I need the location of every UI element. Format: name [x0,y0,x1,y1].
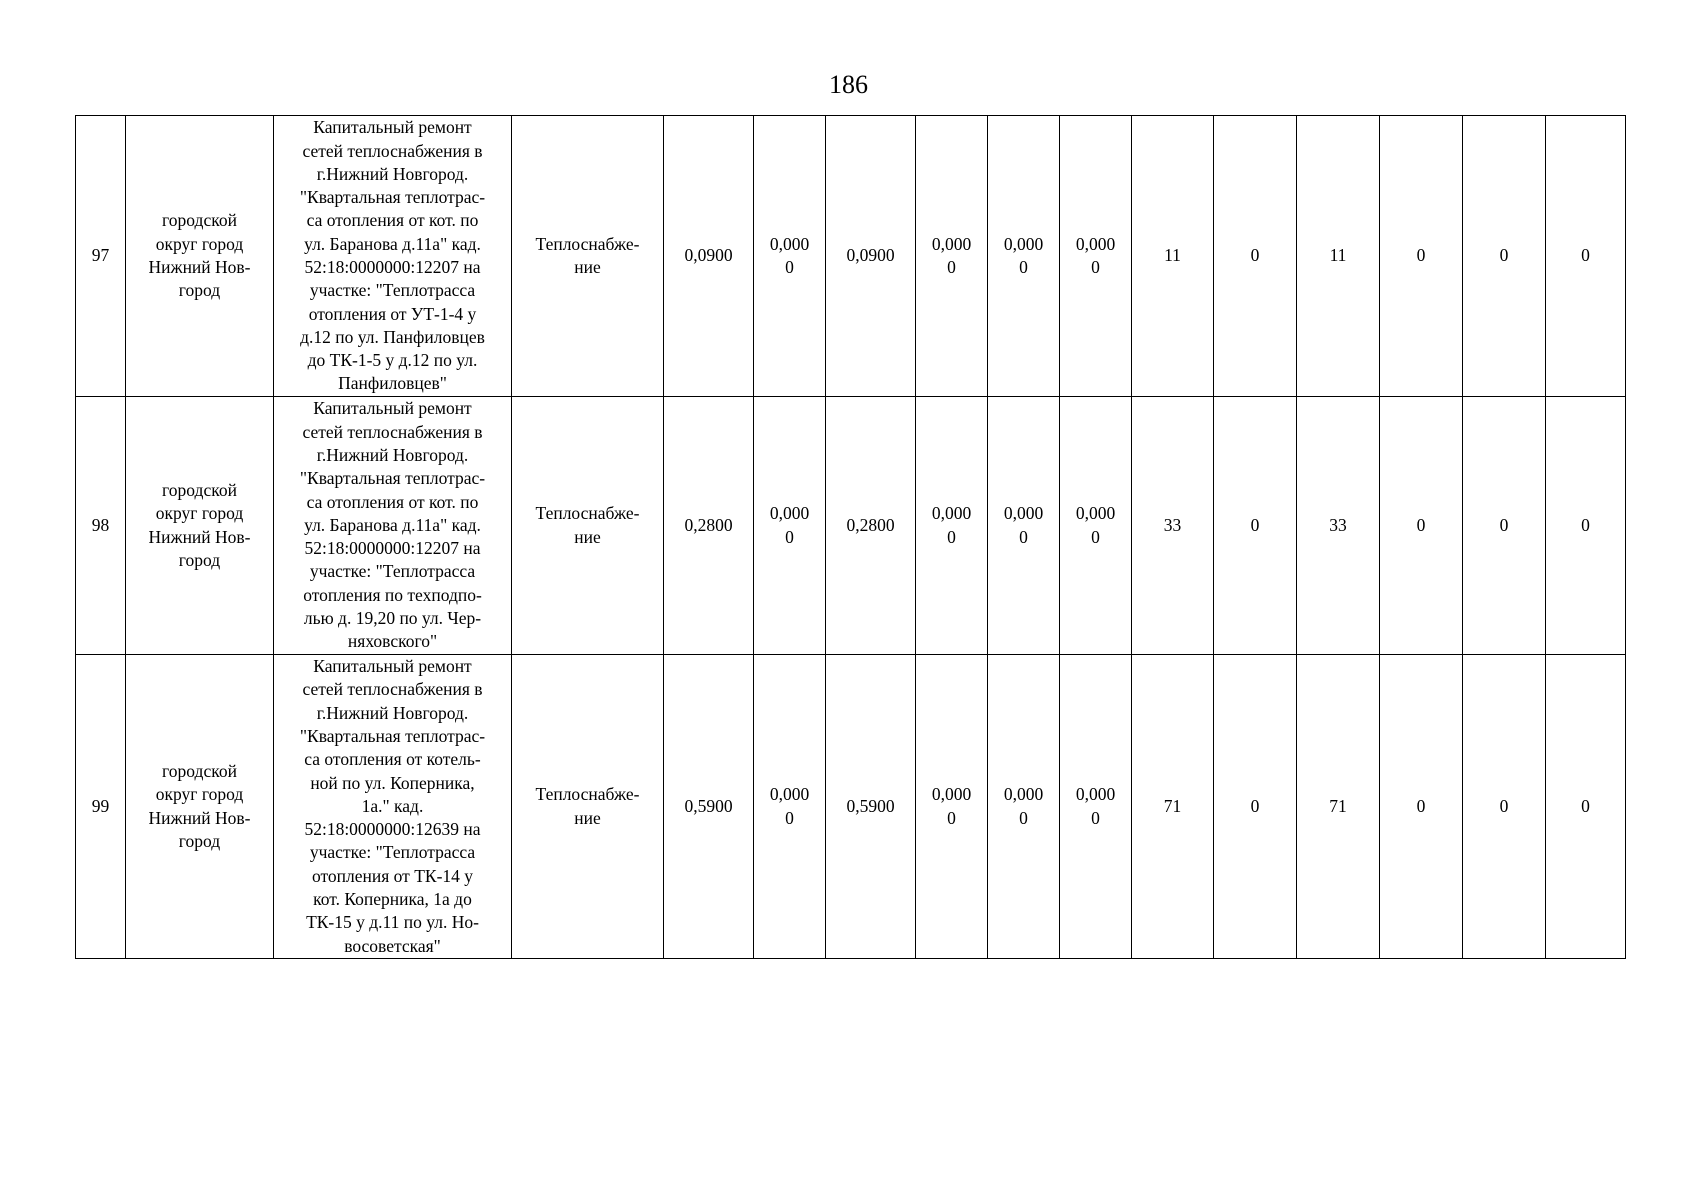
count-cell: 0 [1546,655,1626,959]
value-cell: 0,2800 [664,397,754,655]
value-cell: 0,000 0 [754,655,826,959]
row-number: 97 [76,116,126,397]
count-cell: 11 [1132,116,1214,397]
count-cell: 0 [1214,655,1297,959]
count-cell: 71 [1132,655,1214,959]
count-cell: 0 [1546,116,1626,397]
description-cell: Капитальный ремонт сетей теплоснабжения в г.Нижний Новгород. "Квартальная теплотрас- са отопления от котель- ной по ул. Коперника, 1а." кад. 52:18:0000000:12639 на участке: "Теплотрасса отопления от ТК-14 у кот. Коперника, 1а до ТК-15 у д.11 по ул. Но- восоветская" [274,655,512,959]
value-cell: 0,000 0 [1060,655,1132,959]
value-cell: 0,000 0 [988,397,1060,655]
type-cell: Теплоснабже- ние [512,116,664,397]
count-cell: 11 [1297,116,1380,397]
count-cell: 0 [1463,397,1546,655]
row-number: 98 [76,397,126,655]
value-cell: 0,000 0 [754,116,826,397]
count-cell: 33 [1297,397,1380,655]
count-cell: 0 [1380,397,1463,655]
table-row [76,116,1626,397]
value-cell: 0,000 0 [916,116,988,397]
count-cell: 0 [1380,116,1463,397]
value-cell: 0,0900 [826,116,916,397]
municipality-cell: городской округ город Нижний Нов- город [126,655,274,959]
count-cell: 33 [1132,397,1214,655]
count-cell: 0 [1214,116,1297,397]
row-number: 99 [76,655,126,959]
municipality-cell: городской округ город Нижний Нов- город [126,116,274,397]
value-cell: 0,2800 [826,397,916,655]
table-row [76,655,1626,959]
value-cell: 0,000 0 [916,397,988,655]
value-cell: 0,000 0 [754,397,826,655]
count-cell: 0 [1380,655,1463,959]
value-cell: 0,0900 [664,116,754,397]
value-cell: 0,000 0 [988,116,1060,397]
program-table [75,115,1626,959]
count-cell: 0 [1214,397,1297,655]
value-cell: 0,000 0 [988,655,1060,959]
value-cell: 0,5900 [826,655,916,959]
description-cell: Капитальный ремонт сетей теплоснабжения в г.Нижний Новгород. "Квартальная теплотрас- са отопления от кот. по ул. Баранова д.11а" кад. 52:18:0000000:12207 на участке: "Теплотрасса отопления по техподпо- лью д. 19,20 по ул. Чер- няховского" [274,397,512,655]
count-cell: 0 [1463,655,1546,959]
count-cell: 0 [1463,116,1546,397]
value-cell: 0,5900 [664,655,754,959]
type-cell: Теплоснабже- ние [512,397,664,655]
value-cell: 0,000 0 [916,655,988,959]
count-cell: 0 [1546,397,1626,655]
page-number: 186 [829,70,868,99]
municipality-cell: городской округ город Нижний Нов- город [126,397,274,655]
type-cell: Теплоснабже- ние [512,655,664,959]
value-cell: 0,000 0 [1060,397,1132,655]
table-row [76,397,1626,655]
count-cell: 71 [1297,655,1380,959]
description-cell: Капитальный ремонт сетей теплоснабжения в г.Нижний Новгород. "Квартальная теплотрас- са отопления от кот. по ул. Баранова д.11а" кад. 52:18:0000000:12207 на участке: "Теплотрасса отопления от УТ-1-4 у д.12 по ул. Панфиловцев до ТК-1-5 у д.12 по ул. Панфиловцев" [274,116,512,397]
value-cell: 0,000 0 [1060,116,1132,397]
